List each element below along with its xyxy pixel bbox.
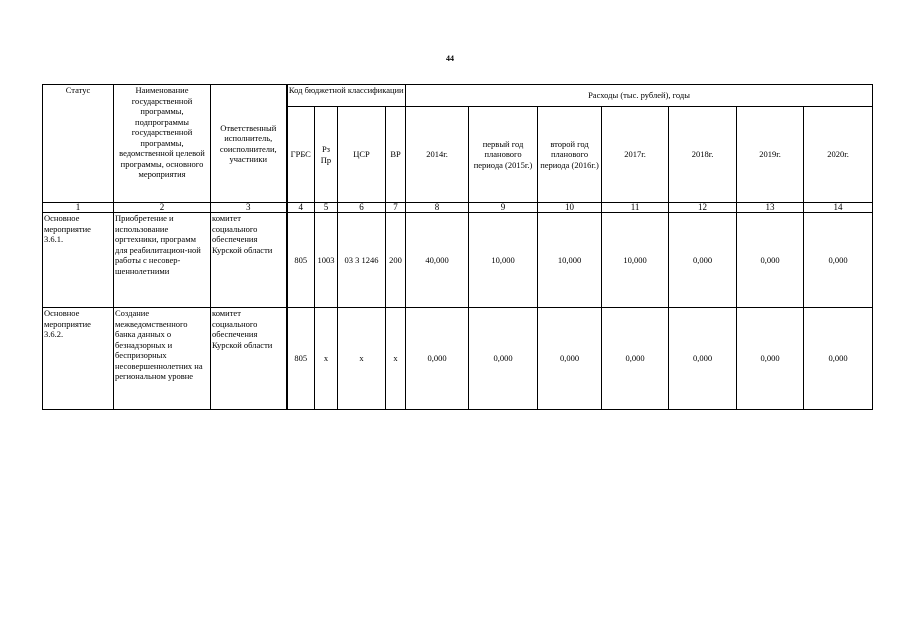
budget-table bbox=[42, 84, 873, 410]
row-executor: комитет социального обеспечения Курской области bbox=[211, 308, 287, 410]
row-csr: 03 3 1246 bbox=[338, 213, 386, 308]
column-number: 11 bbox=[602, 203, 669, 213]
row-value-2015: 0,000 bbox=[469, 308, 538, 410]
column-number: 3 bbox=[211, 203, 287, 213]
row-value-2020: 0,000 bbox=[804, 213, 873, 308]
row-value-2017: 0,000 bbox=[602, 308, 669, 410]
row-csr: x bbox=[338, 308, 386, 410]
column-number: 1 bbox=[43, 203, 114, 213]
row-value-2019: 0,000 bbox=[737, 213, 804, 308]
row-value-2016: 10,000 bbox=[538, 213, 602, 308]
row-value-2014: 0,000 bbox=[406, 308, 469, 410]
header-budget-code: Код бюджетной классификации bbox=[287, 85, 406, 107]
row-grbs: 805 bbox=[287, 213, 315, 308]
column-number: 10 bbox=[538, 203, 602, 213]
row-value-2015: 10,000 bbox=[469, 213, 538, 308]
row-value-2018: 0,000 bbox=[669, 213, 737, 308]
header-year-2017: 2017г. bbox=[602, 107, 669, 203]
column-number: 13 bbox=[737, 203, 804, 213]
column-number: 4 bbox=[287, 203, 315, 213]
column-number-row bbox=[43, 203, 873, 213]
column-number: 7 bbox=[386, 203, 406, 213]
header-vr: ВР bbox=[386, 107, 406, 203]
row-value-2019: 0,000 bbox=[737, 308, 804, 410]
header-year-2018: 2018г. bbox=[669, 107, 737, 203]
header-year-2015: первый год планового периода (2015г.) bbox=[469, 107, 538, 203]
table-row bbox=[43, 308, 873, 410]
header-row-1 bbox=[43, 85, 873, 107]
column-number: 5 bbox=[315, 203, 338, 213]
row-vr: x bbox=[386, 308, 406, 410]
header-year-2014: 2014г. bbox=[406, 107, 469, 203]
row-value-2020: 0,000 bbox=[804, 308, 873, 410]
column-number: 12 bbox=[669, 203, 737, 213]
column-number: 8 bbox=[406, 203, 469, 213]
row-value-2016: 0,000 bbox=[538, 308, 602, 410]
header-status: Статус bbox=[43, 85, 114, 203]
header-name: Наименование государственной программы, подпрограммы государственной программы, ведомственной целевой программы, основного мероприятия bbox=[114, 85, 211, 203]
header-expenses: Расходы (тыс. рублей), годы bbox=[406, 85, 873, 107]
header-rzpr: Рз Пр bbox=[315, 107, 338, 203]
header-year-2020: 2020г. bbox=[804, 107, 873, 203]
row-name: Создание межведомственного банка данных о безнадзорных и беспризорных несовершеннолетних на региональном уровне bbox=[114, 308, 211, 410]
row-rzpr: 1003 bbox=[315, 213, 338, 308]
row-status: Основное мероприятие 3.6.1. bbox=[43, 213, 114, 308]
column-number: 2 bbox=[114, 203, 211, 213]
header-year-2019: 2019г. bbox=[737, 107, 804, 203]
column-number: 9 bbox=[469, 203, 538, 213]
row-rzpr: x bbox=[315, 308, 338, 410]
row-name: Приобретение и использование оргтехники, программ для реабилитацион-ной работы с несовер-шеннолетними bbox=[114, 213, 211, 308]
row-status: Основное мероприятие 3.6.2. bbox=[43, 308, 114, 410]
row-vr: 200 bbox=[386, 213, 406, 308]
column-number: 14 bbox=[804, 203, 873, 213]
row-value-2014: 40,000 bbox=[406, 213, 469, 308]
row-value-2018: 0,000 bbox=[669, 308, 737, 410]
table-row bbox=[43, 213, 873, 308]
page-number: 44 bbox=[446, 54, 454, 63]
header-csr: ЦСР bbox=[338, 107, 386, 203]
row-value-2017: 10,000 bbox=[602, 213, 669, 308]
column-number: 6 bbox=[338, 203, 386, 213]
header-grbs: ГРБС bbox=[287, 107, 315, 203]
header-executor: Ответственный исполнитель, соисполнители, участники bbox=[211, 85, 287, 203]
row-executor: комитет социального обеспечения Курской области bbox=[211, 213, 287, 308]
header-year-2016: второй год планового периода (2016г.) bbox=[538, 107, 602, 203]
row-grbs: 805 bbox=[287, 308, 315, 410]
